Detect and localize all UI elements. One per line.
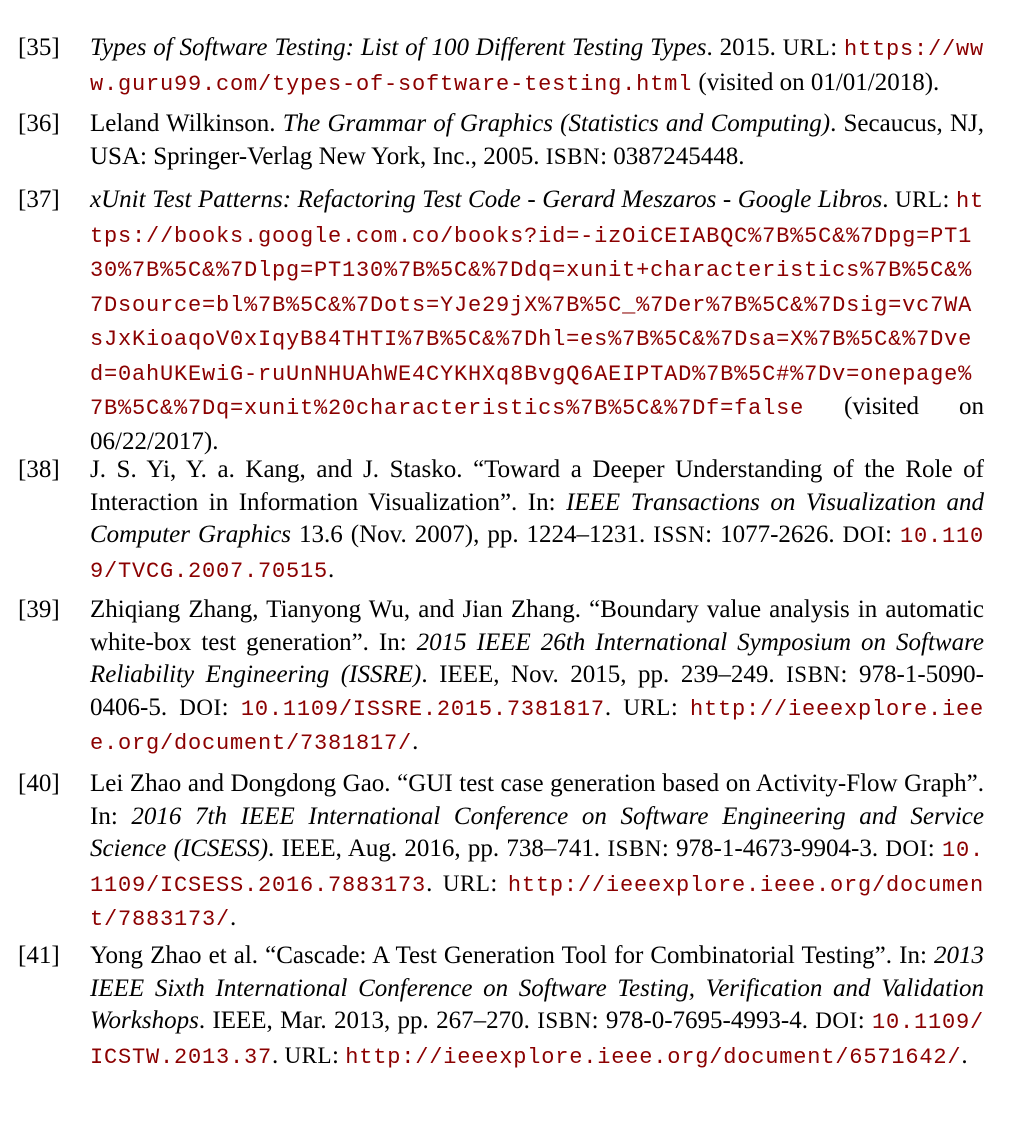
reference-title: Types of Software Testing: List of 100 Different Testing Types [90,34,707,61]
reference-title: xUnit Test Patterns: Refactoring Test Code - Gerard Meszaros - Google Libros [90,186,883,213]
reference-doi-link[interactable]: 10.1109/TVCG.2007.70515 [90,524,984,584]
reference-url-link[interactable]: http://ieeexplore.ieee.org/document/6571642/ [345,1044,962,1070]
reference-label: [41] [18,942,60,969]
reference-entry-38: [38] J. S. Yi, Y. a. Kang, and J. Stasko. “Toward a Deeper Understanding of the Role of Interaction in Information Visualization”. In: IEEE Transactions on Visualization and Computer Graphics 13.6 (Nov. 2007), pp. 1224–1231. ISSN: 1077-2626. DOI: 10.1109/TVCG.2007.70515. [18,456,984,584]
reference-url-link[interactable]: https://www.guru99.com/types-of-software-testing.html [90,37,985,97]
reference-doi-link[interactable]: 10.1109/ICSESS.2016.7883173 [90,838,984,898]
reference-entry-39: [39] Zhiqiang Zhang, Tianyong Wu, and Jian Zhang. “Boundary value analysis in automatic white-box test generation”. In: 2015 IEEE 26th International Symposium on Software Reliability Engineering (ISSRE). IEEE, Nov. 2015, pp. 239–249. ISBN: 978-1-5090-0406-5. DOI: 10.1109/ISSRE.2015.7381817. URL: http://ieeexplore.ieee.org/document/7381817/. [18,596,985,756]
reference-doi-link[interactable]: 10.1109/ICSTW.2013.37 [90,1010,984,1070]
reference-entry-37: [37] xUnit Test Patterns: Refactoring Test Code - Gerard Meszaros - Google Libros. URL: https://books.google.com.co/books?id=-izOiCEIABQC%7B%5C&%7Dpg=PT130%7B%5C&%7Dlpg=PT130%7B%5C&%7Ddq=xunit+characteristics%7B%5C&%7Dsource=bl%7B%5C&%7Dots=YJe29jX%7B%5C_%7Der%7B%5C&%7Dsig=vc7WAsJxKioaqoV0xIqyB84THTI%7B%5C&%7Dhl=es%7B%5C&%7Dsa=X%7B%5C&%7Dved=0ahUKEwiG-ruUnNHUAhWE4CYKHXq8BvgQ6AEIPTAD%7B%5C#%7Dv=onepage%7B%5C&%7Dq=xunit%20characteristics%7B%5C&%7Df=false (visited on 06/22/2017). [18,186,984,455]
reference-venue: 2013 IEEE Sixth International Conference on Software Testing, Verification and Validation Workshops [90,942,984,1034]
reference-label: [36] [18,110,60,137]
reference-label: [39] [18,596,60,623]
reference-url-link[interactable]: http://ieeexplore.ieee.org/document/7381817/ [90,696,985,756]
reference-venue: 2015 IEEE 26th International Symposium on Software Reliability Engineering (ISSRE) [90,628,984,688]
reference-venue: IEEE Transactions on Visualization and Computer Graphics [90,488,984,548]
reference-entry-41: [41] Yong Zhao et al. “Cascade: A Test Generation Tool for Combinatorial Testing”. In: 2013 IEEE Sixth International Conference on Software Testing, Verification and Validation Workshops. IEEE, Mar. 2013, pp. 267–270. ISBN: 978-0-7695-4993-4. DOI: 10.1109/ICSTW.2013.37. URL: http://ieeexplore.ieee.org/document/6571642/. [18,942,984,1070]
reference-label: [38] [18,456,60,483]
reference-entry-35: [35] Types of Software Testing: List of 100 Different Testing Types. 2015. URL: https://www.guru99.com/types-of-software-testing.html (visited on 01/01/2018). [18,34,985,97]
reference-label: [40] [18,770,60,797]
reference-venue: 2016 7th IEEE International Conference on Software Engineering and Service Science (ICSESS) [90,802,984,862]
reference-title: The Grammar of Graphics (Statistics and Computing) [282,110,831,137]
reference-label: [37] [18,186,60,213]
reference-entry-36: [36] Leland Wilkinson. The Grammar of Graphics (Statistics and Computing). Secaucus, NJ, USA: Springer-Verlag New York, Inc., 2005. ISBN: 0387245448. [18,110,984,170]
reference-entry-40: [40] Lei Zhao and Dongdong Gao. “GUI test case generation based on Activity-Flow Graph”. In: 2016 7th IEEE International Conference on Software Engineering and Service Science (ICSESS). IEEE, Aug. 2016, pp. 738–741. ISBN: 978-1-4673-9904-3. DOI: 10.1109/ICSESS.2016.7883173. URL: http://ieeexplore.ieee.org/document/7883173/. [18,770,984,932]
reference-label: [35] [18,34,60,61]
reference-url-link[interactable]: https://books.google.com.co/books?id=-izOiCEIABQC%7B%5C&%7Dpg=PT130%7B%5C&%7Dlpg=PT130%7B%5C&%7Ddq=xunit+characteristics%7B%5C&%7Dsource=bl%7B%5C&%7Dots=YJe29jX%7B%5C_%7Der%7B%5C&%7Dsig=vc7WAsJxKioaqoV0xIqyB84THTI%7B%5C&%7Dhl=es%7B%5C&%7Dsa=X%7B%5C&%7Dved=0ahUKEwiG-ruUnNHUAhWE4CYKHXq8BvgQ6AEIPTAD%7B%5C#%7Dv=onepage%7B%5C&%7Dq=xunit%20characteristics%7B%5C&%7Df=false [90,189,984,421]
reference-url-link[interactable]: http://ieeexplore.ieee.org/document/7883173/ [90,872,984,932]
reference-doi-link[interactable]: 10.1109/ISSRE.2015.7381817 [240,696,605,722]
